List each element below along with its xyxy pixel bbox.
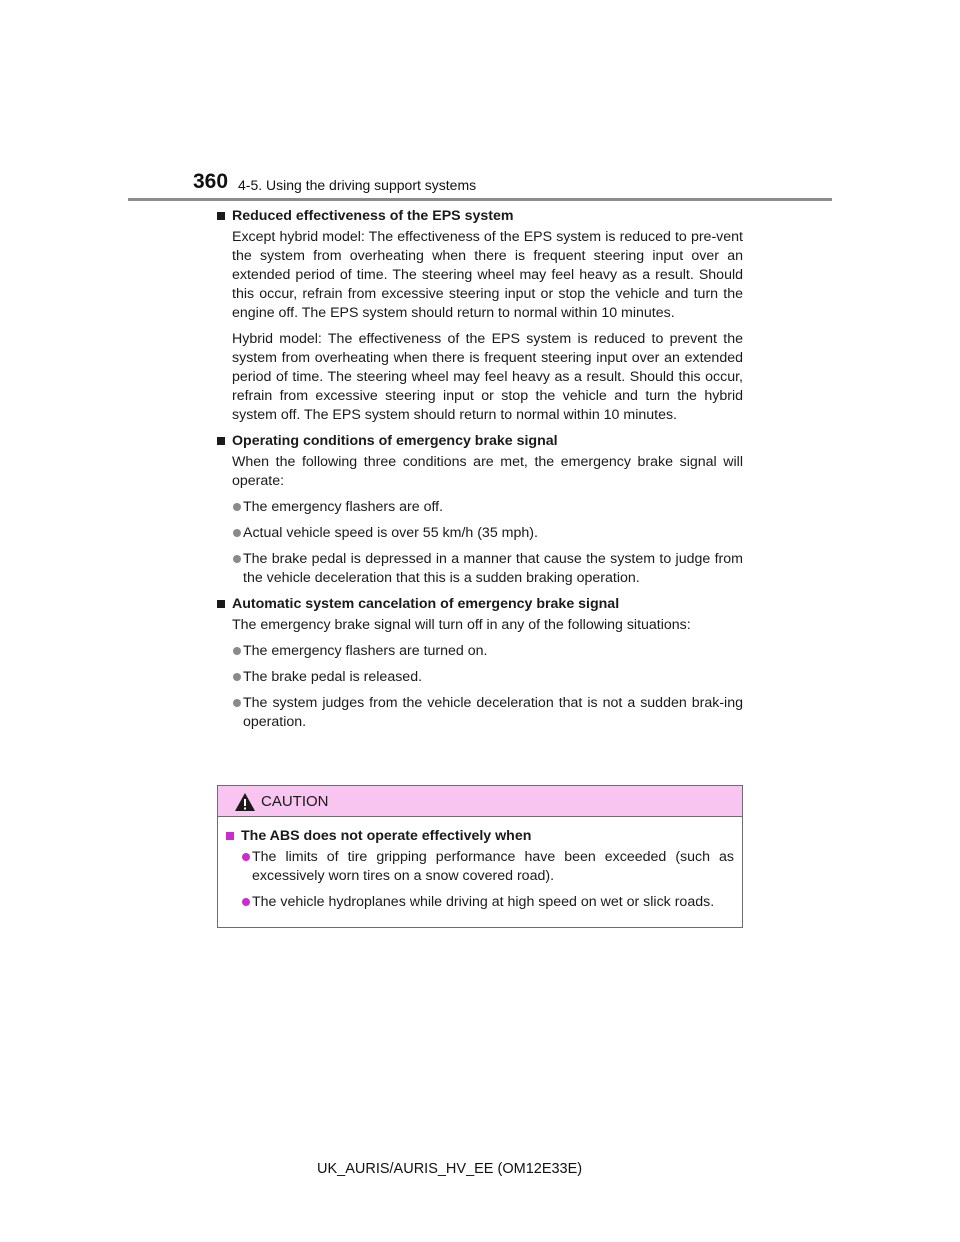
section-heading-text: Operating conditions of emergency brake signal <box>232 433 558 449</box>
list-item-text: The emergency flashers are turned on. <box>243 643 488 659</box>
warning-triangle-icon <box>234 792 256 812</box>
caution-body <box>218 817 742 912</box>
caution-list-item-text: The vehicle hydroplanes while driving at high speed on wet or slick roads. <box>252 894 715 910</box>
caution-list-item <box>226 893 734 912</box>
list-item <box>217 550 743 588</box>
bullet-dot-icon <box>233 673 241 681</box>
section-heading-text: Reduced effectiveness of the EPS system <box>232 208 514 224</box>
list-item <box>217 694 743 732</box>
page-number: 360 <box>193 170 229 193</box>
bullet-dot-icon <box>242 853 250 861</box>
list-item <box>217 642 743 661</box>
caution-box <box>217 785 743 928</box>
bullet-dot-icon <box>233 503 241 511</box>
caution-heading <box>226 827 734 846</box>
square-bullet-icon <box>217 600 225 608</box>
bullet-dot-icon <box>233 699 241 707</box>
paragraph: Hybrid model: The effectiveness of the EPS system is reduced to prevent the system from overheating when there is frequent steering input over an extended period of time. The steering wheel may feel heavy as a result. Should this occur, refrain from excessive steering input or stop the vehicle and turn the hybrid system off. The EPS system should return to normal within 10 minutes. <box>232 331 743 423</box>
list-item-text: Actual vehicle speed is over 55 km/h (35 mph). <box>243 525 538 541</box>
list-item <box>217 524 743 543</box>
caution-title: CAUTION <box>261 793 329 810</box>
caution-header <box>218 786 742 817</box>
main-content <box>217 207 743 739</box>
section-title: 4-5. Using the driving support systems <box>238 177 477 193</box>
bullet-dot-icon <box>233 647 241 655</box>
bullet-dot-icon <box>233 555 241 563</box>
page-header <box>0 0 960 210</box>
paragraph: Except hybrid model: The effectiveness of the EPS system is reduced to pre-vent the system from overheating when there is frequent steering input over an extended period of time. The steering wheel may feel heavy as a result. Should this occur, refrain from excessive steering input or stop the vehicle and turn the engine off. The EPS system should return to normal within 10 minutes. <box>232 229 743 321</box>
header-divider <box>128 198 832 201</box>
list-item-text: The emergency flashers are off. <box>243 499 444 515</box>
caution-heading-text: The ABS does not operate effectively when <box>241 828 532 844</box>
footer-code: UK_AURIS/AURIS_HV_EE (OM12E33E) <box>317 1161 583 1177</box>
square-bullet-icon <box>217 212 225 220</box>
paragraph: When the following three conditions are met, the emergency brake signal will operate: <box>232 454 743 489</box>
list-item-text: The system judges from the vehicle deceleration that is not a sudden brak-ing operation. <box>243 695 743 730</box>
square-bullet-icon <box>226 832 234 840</box>
caution-list-item <box>226 848 734 886</box>
list-item-text: The brake pedal is released. <box>243 669 423 685</box>
bullet-dot-icon <box>242 898 250 906</box>
section-heading <box>217 595 743 614</box>
paragraph: The emergency brake signal will turn off in any of the following situations: <box>232 617 691 633</box>
section-heading <box>217 207 743 226</box>
caution-list-item-text: The limits of tire gripping performance have been exceeded (such as excessively worn tires on a snow covered road). <box>252 849 734 884</box>
list-item <box>217 498 743 517</box>
square-bullet-icon <box>217 437 225 445</box>
list-item-text: The brake pedal is depressed in a manner that cause the system to judge from the vehicle deceleration that this is a sudden braking operation. <box>243 551 743 586</box>
list-item <box>217 668 743 687</box>
section-heading-text: Automatic system cancelation of emergency brake signal <box>232 596 620 612</box>
bullet-dot-icon <box>233 529 241 537</box>
section-heading <box>217 432 743 451</box>
